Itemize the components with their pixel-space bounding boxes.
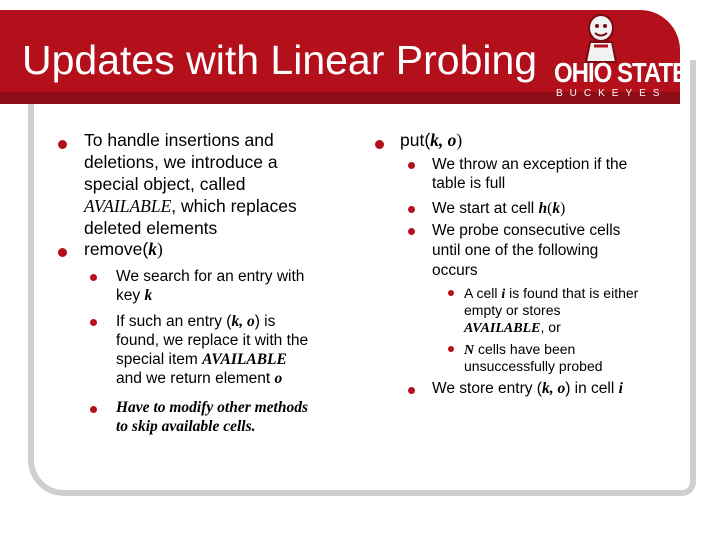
left-sub-3-line-2: to skip available cells. xyxy=(116,418,256,435)
sub-bullet-icon xyxy=(90,406,97,413)
left-sub-3-line-1: Have to modify other methods xyxy=(116,399,309,416)
right-sub-3-line-1: We probe consecutive cells xyxy=(432,222,621,239)
text: We start at cell xyxy=(432,200,539,217)
text: , or xyxy=(540,319,561,335)
paren: ( xyxy=(547,200,553,217)
sub-bullet-icon xyxy=(408,387,415,394)
sub-bullet-icon xyxy=(90,274,97,281)
text: ) in cell xyxy=(565,380,619,397)
right-tier3-1-line-1 xyxy=(464,285,638,304)
remove-close: ) xyxy=(156,239,163,259)
n-cells: N xyxy=(464,343,475,358)
left-bullet-2 xyxy=(84,238,163,260)
available-term: AVAILABLE xyxy=(464,321,541,336)
sub-sub-bullet-icon xyxy=(448,290,454,296)
pair-k-o: k, o xyxy=(541,380,566,397)
sub-sub-bullet-icon xyxy=(448,346,454,352)
paren: ) xyxy=(560,200,566,217)
text: special item xyxy=(116,351,203,368)
logo-wordmark: OHIO STATE xyxy=(554,58,688,90)
ohio-state-logo xyxy=(548,12,688,100)
logo-subtitle: BUCKEYES xyxy=(556,88,667,99)
right-tier3-1-line-2: empty or stores xyxy=(464,302,561,318)
sub-bullet-icon xyxy=(408,162,415,169)
left-bullet-1-text: , which replaces xyxy=(171,196,297,216)
cell-i: i xyxy=(501,287,506,302)
put-fn: put( xyxy=(400,130,431,150)
left-bullet-1-line-5: deleted elements xyxy=(84,218,218,238)
left-sub-2-line-2: found, we replace it with the xyxy=(116,332,309,349)
sub-bullet-icon xyxy=(90,319,97,326)
right-sub-3-line-3: occurs xyxy=(432,262,478,279)
key-k: k xyxy=(144,287,153,304)
key-label: key xyxy=(116,287,145,304)
left-sub-2-line-4 xyxy=(116,370,282,388)
right-sub-1-line-2: table is full xyxy=(432,175,506,192)
bullet-icon xyxy=(58,140,67,149)
left-sub-1-line-1: We search for an entry with xyxy=(116,268,305,285)
remove-arg: k xyxy=(148,239,157,259)
text: cells have been xyxy=(474,341,576,357)
remove-fn: remove( xyxy=(84,239,149,259)
text: ) is xyxy=(254,313,276,330)
left-sub-2-line-1 xyxy=(116,313,275,331)
text: If such an entry ( xyxy=(116,313,232,330)
put-close: ) xyxy=(456,130,463,150)
right-sub-4 xyxy=(432,380,623,398)
right-tier3-1-line-3 xyxy=(464,319,561,338)
right-sub-2 xyxy=(432,200,565,218)
left-sub-1-line-2 xyxy=(116,287,152,305)
sub-bullet-icon xyxy=(408,228,415,235)
key-k: k xyxy=(552,200,561,217)
available-term: AVAILABLE xyxy=(84,196,172,216)
left-bullet-1-line-2: deletions, we introduce a xyxy=(84,152,278,172)
bullet-icon xyxy=(375,140,384,149)
text: is found that is either xyxy=(505,285,639,301)
text: A cell xyxy=(464,285,502,301)
bullet-icon xyxy=(58,248,67,257)
hash-h: h xyxy=(538,200,548,217)
right-bullet-1 xyxy=(400,129,462,151)
left-bullet-1-line-1: To handle insertions and xyxy=(84,130,274,150)
available-term: AVAILABLE xyxy=(202,351,287,368)
left-sub-2-line-3 xyxy=(116,351,287,369)
pair-k-o: k, o xyxy=(231,313,255,330)
left-bullet-1-line-4 xyxy=(84,195,297,217)
text: We store entry ( xyxy=(432,380,542,397)
slide-title: Updates with Linear Probing xyxy=(22,37,538,83)
left-bullet-1-line-3: special object, called xyxy=(84,174,246,194)
cell-i: i xyxy=(618,380,623,397)
right-sub-1-line-1: We throw an exception if the xyxy=(432,156,628,173)
text: and we return element xyxy=(116,370,275,387)
put-args: k, o xyxy=(430,130,457,150)
sub-bullet-icon xyxy=(408,206,415,213)
right-sub-3-line-2: until one of the following xyxy=(432,242,599,259)
right-tier3-2-line-2: unsuccessfully probed xyxy=(464,358,603,374)
brutus-mascot-icon xyxy=(576,12,626,64)
element-o: o xyxy=(274,370,283,387)
right-tier3-2-line-1 xyxy=(464,341,575,360)
